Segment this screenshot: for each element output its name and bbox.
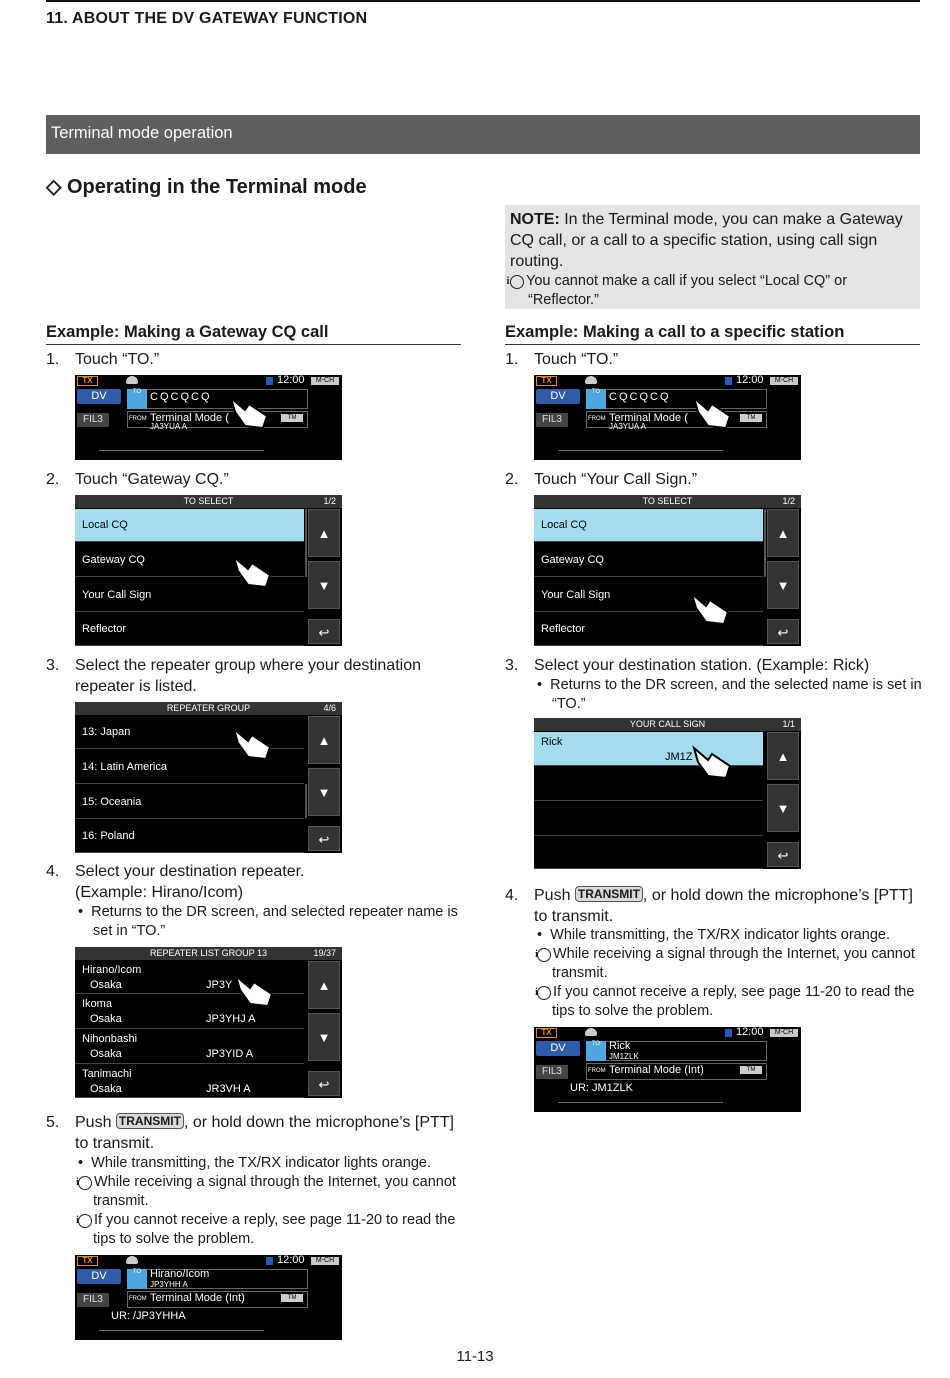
cloud-icon — [585, 376, 597, 384]
left-example-heading: Example: Making a Gateway CQ call — [46, 323, 461, 345]
right-step-1: 1. Touch “TO.” — [505, 351, 619, 368]
scroll-down-button[interactable]: ▼ — [767, 561, 799, 609]
list-item[interactable]: Gateway CQ — [534, 543, 763, 577]
to-select-screen-left: TO SELECT 1/2 Local CQ Gateway CQ Your Call Sign Reflector ▲ ▼ ↩ — [75, 495, 342, 646]
list-item[interactable]: 16: Poland — [75, 820, 304, 853]
info-icon: i — [510, 275, 524, 289]
left-step-5-bullets: • While transmitting, the TX/RX indicator lights orange. i While receiving a signal through the Internet, you cannot transmit. i If you cannot receive a reply, see page 11-20 to read the tips to solve the problem. — [76, 1155, 456, 1247]
list-item[interactable]: Reflector — [534, 613, 763, 646]
left-step-1: 1. Touch “TO.” — [46, 351, 160, 368]
list-item[interactable]: Ikoma Osaka JP3YHJ A — [75, 995, 304, 1029]
cloud-icon — [585, 1028, 597, 1036]
list-item[interactable] — [534, 837, 763, 869]
list-item[interactable]: 13: Japan — [75, 716, 304, 749]
right-step-4: 4. Push TRANSMIT , or hold down the microphone’s [PTT] to transmit. — [505, 887, 913, 925]
list-item[interactable]: 15: Oceania — [75, 785, 304, 819]
chapter-title: 11. ABOUT THE DV GATEWAY FUNCTION — [46, 10, 368, 27]
scroll-down-button[interactable]: ▼ — [767, 784, 799, 832]
back-button[interactable]: ↩ — [308, 619, 340, 644]
s-meter — [558, 437, 723, 451]
s-meter — [99, 1317, 264, 1331]
touch-hand-icon — [688, 588, 732, 626]
sd-card-icon — [725, 1029, 732, 1037]
section-band: Terminal mode operation — [46, 115, 920, 154]
touch-hand-icon — [690, 392, 734, 430]
touch-hand-icon — [232, 970, 276, 1008]
scroll-down-button[interactable]: ▼ — [308, 561, 340, 609]
cloud-icon — [126, 376, 138, 384]
page-number: 11-13 — [456, 1348, 494, 1365]
transmit-key: TRANSMIT — [116, 1113, 184, 1129]
left-step-4-bullet: • Returns to the DR screen, and selected repeater name is set in “TO.” — [78, 904, 458, 939]
note-text: In the Terminal mode, you can make a Gateway CQ call, or a call to a specific station, using call sign routing. — [510, 211, 903, 270]
section-heading: ◇ Operating in the Terminal mode — [46, 176, 367, 198]
info-icon: i — [78, 1176, 92, 1190]
back-button[interactable]: ↩ — [767, 619, 799, 644]
transmit-key: TRANSMIT — [575, 886, 643, 902]
touch-hand-icon — [230, 723, 274, 761]
left-step-2: 2. Touch “Gateway CQ.” — [46, 471, 229, 488]
sd-card-icon — [725, 377, 732, 385]
scroll-up-button[interactable]: ▲ — [308, 716, 340, 764]
cloud-icon — [126, 1256, 138, 1264]
your-call-sign-screen: YOUR CALL SIGN 1/1 Rick JM1Z ▲ ▼ ↩ — [534, 718, 801, 869]
sd-card-icon — [266, 377, 273, 385]
s-meter — [558, 1089, 723, 1103]
repeater-group-screen: REPEATER GROUP 4/6 13: Japan 14: Latin America 15: Oceania 16: Poland ▲ ▼ ↩ — [75, 702, 342, 853]
scroll-up-button[interactable]: ▲ — [767, 732, 799, 780]
list-item[interactable]: Gateway CQ — [75, 543, 304, 577]
list-item[interactable]: Local CQ — [75, 509, 304, 542]
scroll-up-button[interactable]: ▲ — [308, 961, 340, 1009]
list-item[interactable]: Tanimachi Osaka JR3VH A — [75, 1065, 304, 1098]
info-icon: i — [537, 948, 551, 962]
s-meter — [99, 437, 264, 451]
list-item[interactable]: Reflector — [75, 613, 304, 646]
note-sub: You cannot make a call if you select “Local CQ” or “Reflector.” — [526, 273, 848, 308]
list-item[interactable]: Your Call Sign — [534, 578, 763, 612]
list-item[interactable]: Your Call Sign — [75, 578, 304, 612]
dr-screen-rick: TX 12:00 M-CH DV FIL3 TO Rick JM1ZLK FROM Terminal Mode (Int) TM UR: JM1ZLK — [534, 1027, 801, 1112]
dr-screen-cq: TX 12:00 M-CH DV FIL3 TO CQCQCQ FROM Terminal Mode ( JA3YUA A TM — [75, 375, 342, 460]
list-item[interactable]: Nihonbashi Osaka JP3YID A — [75, 1030, 304, 1064]
left-step-3: 3. Select the repeater group where your destination repeater is listed. — [46, 657, 421, 695]
right-step-3-bullet: • Returns to the DR screen, and the selected name is set in “TO.” — [537, 677, 922, 712]
touch-hand-icon — [227, 392, 271, 430]
back-button[interactable]: ↩ — [308, 1071, 340, 1096]
scroll-up-button[interactable]: ▲ — [308, 509, 340, 557]
list-item[interactable]: Hirano/Icom Osaka JP3Y — [75, 961, 304, 994]
list-item[interactable]: Rick JM1Z — [534, 732, 763, 766]
list-item[interactable] — [534, 802, 763, 836]
scroll-down-button[interactable]: ▼ — [308, 768, 340, 816]
top-rule — [46, 0, 920, 2]
to-select-screen-right: TO SELECT 1/2 Local CQ Gateway CQ Your Call Sign Reflector ▲ ▼ ↩ — [534, 495, 801, 646]
dr-screen-hirano: TX 12:00 M-CH DV FIL3 TO Hirano/Icom JP3YHH A FROM Terminal Mode (Int) TM UR: /JP3YHHA — [75, 1255, 342, 1340]
list-item[interactable]: Local CQ — [534, 509, 763, 542]
info-icon: i — [537, 986, 551, 1000]
info-icon: i — [78, 1214, 92, 1228]
back-button[interactable]: ↩ — [308, 826, 340, 851]
right-step-4-bullets: • While transmitting, the TX/RX indicator lights orange. i While receiving a signal through the Internet, you cannot transmit. i If you cannot receive a reply, see page 11-20 to read the tips to solve the problem. — [535, 927, 915, 1019]
note-box — [505, 205, 920, 309]
touch-hand-icon — [690, 742, 734, 780]
left-step-5: 5. Push TRANSMIT , or hold down the microphone’s [PTT] to transmit. — [46, 1114, 454, 1152]
scroll-up-button[interactable]: ▲ — [767, 509, 799, 557]
left-step-4: 4. Select your destination repeater. (Example: Hirano/Icom) — [46, 863, 305, 901]
repeater-list-screen: REPEATER LIST GROUP 13 19/37 Hirano/Icom Osaka JP3Y Ikoma Osaka JP3YHJ A Nihonbashi Osaka JP3YID A Tanimachi Osaka JR3VH A ▲ ▼ ↩ — [75, 947, 342, 1098]
dr-screen-cq-right: TX 12:00 M-CH DV FIL3 TO CQCQCQ FROM Terminal Mode ( JA3YUA A TM — [534, 375, 801, 460]
back-button[interactable]: ↩ — [767, 842, 799, 867]
list-item[interactable]: 14: Latin America — [75, 750, 304, 784]
note-label: NOTE: — [510, 211, 560, 228]
right-step-3: 3. Select your destination station. (Example: Rick) — [505, 657, 870, 674]
touch-hand-icon — [230, 551, 274, 589]
sd-card-icon — [266, 1257, 273, 1265]
scroll-down-button[interactable]: ▼ — [308, 1013, 340, 1061]
right-example-heading: Example: Making a call to a specific station — [505, 323, 920, 345]
right-step-2: 2. Touch “Your Call Sign.” — [505, 471, 698, 488]
